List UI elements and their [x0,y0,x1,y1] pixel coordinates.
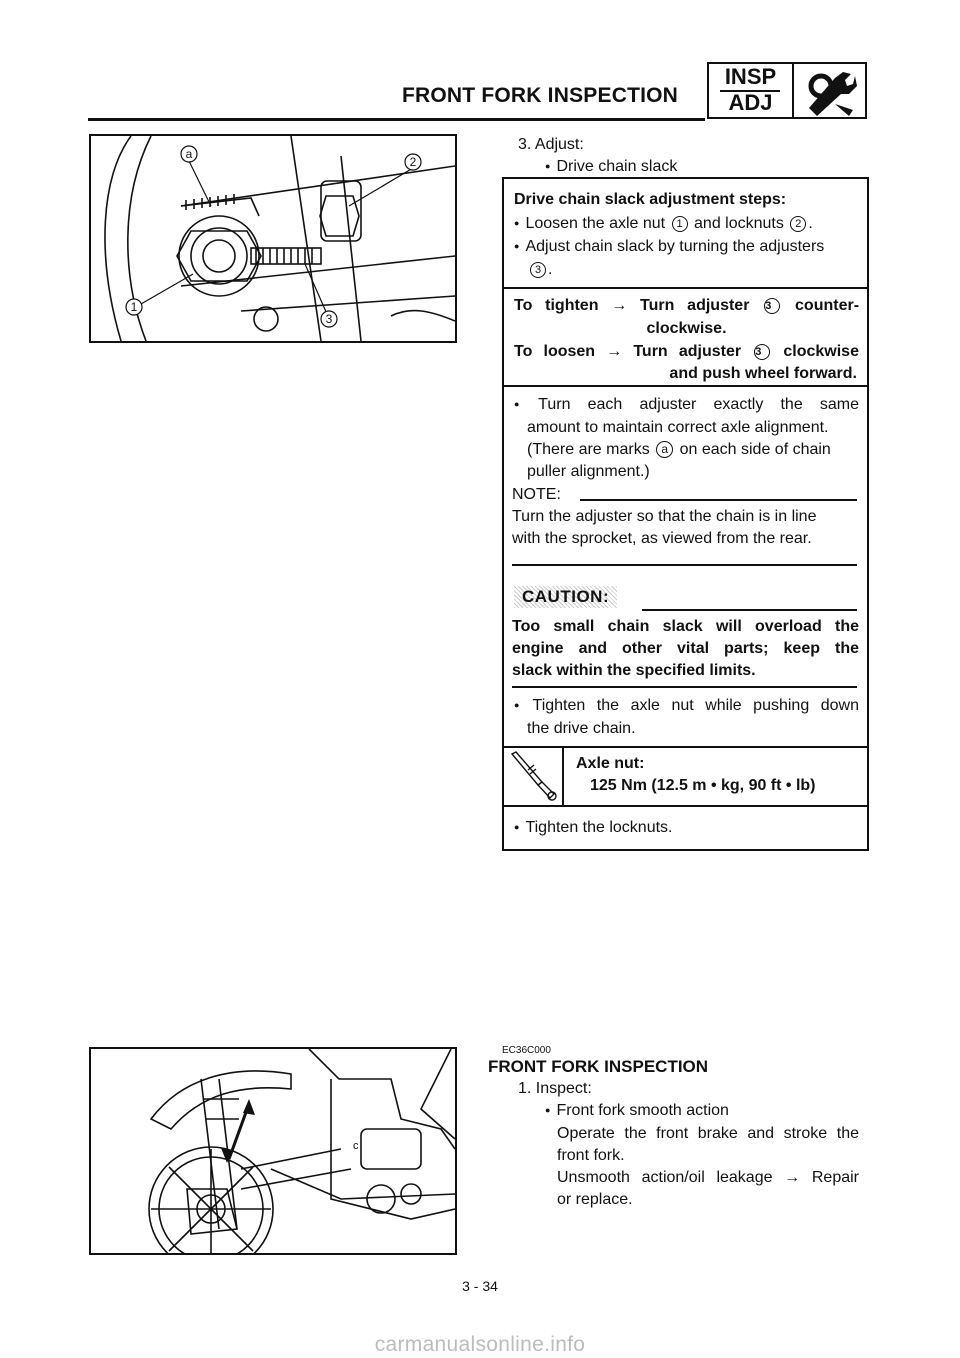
caution-end-rule [512,686,857,688]
axle-nut-step: ● Tighten the axle nut while pushing down the drive chain. [514,695,859,740]
badge-top-text: INSP [724,64,777,89]
procedure-box [502,177,869,851]
drive-chain-adjuster-illustration [89,134,457,343]
tighten-rule-cont: clockwise. [646,320,727,337]
badge-bottom-text: ADJ [728,90,773,115]
page-title: FRONT FORK INSPECTION [402,84,679,107]
front-fork-illustration [89,1047,457,1255]
torque-divider [562,746,564,806]
callout-1: 1 [130,300,138,314]
tighten-rule: To tighten → Turn adjuster 3 counter- [514,297,860,314]
callout-2: 2 [409,155,417,169]
note-label: NOTE: [512,486,561,503]
watermark: carmanualsonline.info [0,1331,960,1358]
wrench-tools-icon [795,64,865,117]
box-divider-3 [504,746,867,748]
torque-wrench-icon [508,750,560,802]
box-bullet-loosen: ● Loosen the axle nut 1 and locknuts 2 . [514,213,813,236]
caution-text: Too small chain slack will overload the engine and other vital parts; keep the slack within the specified limits. [512,618,859,679]
caution-rule [642,609,857,611]
note-text: Turn the adjuster so that the chain is in line with the sprocket, as viewed from the rear. [512,508,817,547]
loosen-rule-cont: and push wheel forward. [669,365,857,382]
locknuts-step: ● Tighten the locknuts. [514,817,672,840]
callout-a: a [185,147,193,161]
section-title: FRONT FORK INSPECTION [488,1057,709,1076]
step-3-label: 3. Adjust: [518,136,584,153]
step-1-label: 1. Inspect: [518,1080,592,1097]
svg-text:c: c [353,1140,359,1152]
section-badge [707,62,867,119]
note-rule [580,499,857,501]
turn-adjuster-text: ● Turn each adjuster exactly the same amount to maintain correct axle alignment. (There are marks a on each side of chain puller alignment.) [514,394,859,483]
caution-label: CAUTION: [514,586,617,608]
torque-value: 125 Nm (12.5 m • kg, 90 ft • lb) [590,777,816,794]
section-code: EC36C000 [502,1045,551,1056]
box-bullet-adjust: ● Adjust chain slack by turning the adjusters 3 . [514,236,859,281]
callout-3: 3 [325,312,333,326]
step-1-bullet: ● Front fork smooth action [545,1100,729,1123]
loosen-rule: To loosen → Turn adjuster 3 clockwise [514,343,859,360]
step-1-instructions: Operate the front brake and stroke the front fork. Unsmooth action/oil leakage → Repair or replace. [557,1125,859,1208]
box-divider-4 [504,805,867,807]
page-number: 3 - 34 [462,1278,498,1294]
note-end-rule [512,564,857,566]
box-divider-1 [504,287,867,289]
torque-label: Axle nut: [576,755,645,772]
step-3-bullet: ● Drive chain slack [545,156,677,179]
header-rule [88,118,705,121]
box-heading: Drive chain slack adjustment steps: [514,191,787,208]
box-divider-2 [504,385,867,387]
